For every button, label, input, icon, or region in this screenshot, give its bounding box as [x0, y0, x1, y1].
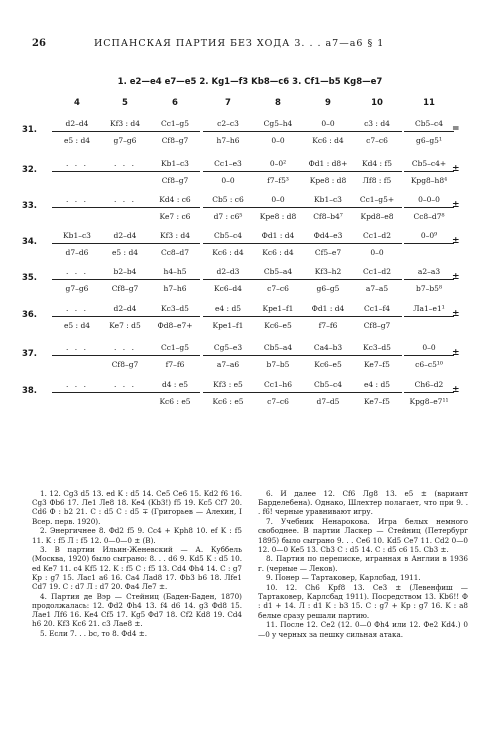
black-move: Cc8–d7⁸ — [413, 212, 445, 221]
move-cell — [52, 229, 102, 259]
move-cell — [352, 229, 402, 259]
white-move: e4 : d5 — [214, 304, 242, 313]
row-number: 38. — [21, 386, 37, 396]
white-move: Kf3 : d4 — [109, 119, 141, 128]
move-divider — [52, 131, 102, 132]
black-move: g6–g5 — [316, 284, 340, 293]
move-cell — [203, 117, 253, 147]
white-move: Cb5 : c6 — [212, 195, 244, 204]
move-divider — [303, 171, 353, 172]
move-cell — [52, 157, 102, 187]
evaluation-sign: ± — [452, 348, 460, 358]
black-move: Cf8–b4⁷ — [313, 212, 343, 221]
move-cell — [100, 193, 150, 223]
move-divider — [203, 316, 253, 317]
move-divider — [150, 392, 200, 393]
black-move — [52, 358, 102, 371]
move-cell — [303, 378, 353, 408]
move-cell — [203, 157, 253, 187]
white-move: d2–d4 — [113, 304, 137, 313]
black-move — [404, 246, 454, 259]
white-move: Kpe1–f1 — [262, 304, 294, 313]
move-divider — [100, 316, 150, 317]
move-cell — [352, 378, 402, 408]
move-divider — [352, 207, 402, 208]
footnote: 7. Учебник Ненарокова. Игра белых немного свободнее. В партии Ласкер — Стейниц (Петербург 1895) было сыграно 9. . . Ce6 10. Kd5 Ce7 11. Cd2 0—0 12. 0—0 Ke5 13. Cb3 C : d5 14. C : d5 c6 15. Cb3 ±. — [258, 517, 468, 554]
opening-moves: 1. e2—e4 e7—e5 2. Kg1—f3 Kb8—c6 3. Cf1—b5 Kg8—e7 — [117, 77, 383, 87]
evaluation-sign: ± — [452, 200, 460, 210]
move-cell — [203, 302, 253, 332]
white-move: d2–d4 — [65, 119, 89, 128]
black-move: f7–f6 — [165, 360, 185, 369]
white-move: Kf3–h2 — [314, 267, 342, 276]
white-move: Kf3 : e5 — [213, 380, 243, 389]
move-divider — [203, 392, 253, 393]
move-divider — [404, 243, 454, 244]
move-cell — [404, 378, 454, 408]
black-move: Cc8–d7 — [160, 248, 190, 257]
row-number: 33. — [21, 201, 37, 211]
move-cell — [100, 341, 150, 371]
move-cell — [404, 341, 454, 371]
white-move: Фd1 : d4 — [261, 231, 295, 240]
move-cell — [100, 157, 150, 187]
black-move: c7–c6 — [267, 397, 289, 406]
black-move: b7–b5⁸ — [416, 284, 442, 293]
move-cell — [150, 265, 200, 295]
white-move: Kb1–c3 — [161, 159, 189, 168]
move-divider — [253, 243, 303, 244]
column-header: 4 — [74, 98, 80, 108]
white-move: Cc1–f4 — [363, 304, 390, 313]
footnote: 2. Энергичнее 8. Фd2 f5 9. Cc4 + Kph8 10. ef K : f5 11. K : f5 Л : f5 12. 0—0—0 ± (В). — [32, 526, 242, 545]
white-move: Cg5–h4 — [263, 119, 293, 128]
white-move: Ca4–b3 — [313, 343, 343, 352]
move-divider — [150, 279, 200, 280]
move-divider — [100, 207, 150, 208]
move-cell — [150, 157, 200, 187]
row-number: 35. — [21, 273, 37, 283]
move-divider — [303, 316, 353, 317]
white-move: Фd1 : d8+ — [308, 159, 348, 168]
white-move: d2–d4 — [113, 231, 137, 240]
column-header: 11 — [423, 98, 435, 108]
column-header: 6 — [172, 98, 178, 108]
white-move: a2–a3 — [417, 267, 441, 276]
move-divider — [253, 279, 303, 280]
move-cell — [303, 341, 353, 371]
black-move: Kpg8–h8⁴ — [410, 176, 448, 185]
move-divider — [150, 131, 200, 132]
move-divider — [404, 131, 454, 132]
move-cell — [253, 229, 303, 259]
black-move — [52, 174, 102, 187]
black-move: d7–d5 — [316, 397, 340, 406]
white-move: Cb5–a4 — [263, 267, 293, 276]
move-cell — [404, 117, 454, 147]
move-cell — [303, 265, 353, 295]
white-move: d4 : e5 — [161, 380, 189, 389]
white-move: Ch6–d2 — [414, 380, 444, 389]
move-divider — [352, 355, 402, 356]
white-move: . . . — [66, 195, 88, 204]
white-move: Cc1–d2 — [362, 231, 392, 240]
white-move: Kd4 : f5 — [361, 159, 393, 168]
running-title: ИСПАНСКАЯ ПАРТИЯ БЕЗ ХОДА 3. . . a7—a6 § 1 — [94, 38, 385, 49]
move-divider — [253, 355, 303, 356]
white-move: 0–0 — [271, 195, 285, 204]
black-move: Kpg8–e7¹¹ — [409, 397, 449, 406]
evaluation-sign: ± — [452, 309, 460, 319]
move-cell — [253, 341, 303, 371]
footnote: 11. После 12. Ce2 (12. 0—0 Фh4 или 12. Фe2 Kd4.) 0—0 у черных за пешку сильная атака. — [258, 620, 468, 639]
black-move: c7–c6 — [366, 136, 388, 145]
move-cell — [150, 229, 200, 259]
move-cell — [203, 265, 253, 295]
move-divider — [100, 243, 150, 244]
move-divider — [203, 355, 253, 356]
black-move: Фd8–e7+ — [157, 321, 193, 330]
footnotes-right-column — [258, 489, 468, 639]
move-cell — [253, 265, 303, 295]
black-move: h7–h6 — [216, 136, 240, 145]
black-move: Cf8–g7 — [161, 176, 189, 185]
move-cell — [100, 229, 150, 259]
white-move: Kb1–c3 — [314, 195, 342, 204]
black-move: Kc6 : e5 — [212, 397, 244, 406]
move-cell — [150, 378, 200, 408]
move-cell — [52, 341, 102, 371]
white-move: . . . — [66, 304, 88, 313]
move-divider — [352, 243, 402, 244]
black-move: a7–a5 — [365, 284, 389, 293]
move-divider — [404, 316, 454, 317]
black-move: h7–h6 — [163, 284, 187, 293]
white-move: Cc1–g5 — [160, 119, 190, 128]
move-divider — [203, 207, 253, 208]
white-move: Лa1–e1¹ — [413, 304, 445, 313]
move-divider — [203, 243, 253, 244]
move-divider — [52, 243, 102, 244]
move-divider — [150, 171, 200, 172]
move-divider — [150, 355, 200, 356]
black-move: Ke7–f5 — [364, 397, 390, 406]
white-move: Kd4 : c6 — [159, 195, 191, 204]
black-move: Kpe1–f1 — [212, 321, 244, 330]
white-move: 0–0⁹ — [420, 231, 438, 240]
move-divider — [303, 392, 353, 393]
move-divider — [52, 355, 102, 356]
move-divider — [100, 171, 150, 172]
move-cell — [253, 378, 303, 408]
white-move: Kc3–d5 — [363, 343, 391, 352]
move-divider — [352, 392, 402, 393]
black-move: Kc6–e5 — [264, 321, 292, 330]
move-cell — [352, 193, 402, 223]
black-move: Ke7 : c6 — [159, 212, 191, 221]
white-move: . . . — [66, 267, 88, 276]
white-move: Cb5–c4 — [213, 231, 243, 240]
black-move: Kc6 : d4 — [312, 136, 344, 145]
move-cell — [352, 302, 402, 332]
black-move: Kc6 : e5 — [159, 397, 191, 406]
move-cell — [100, 265, 150, 295]
black-move: g7–g6 — [113, 136, 137, 145]
row-number: 34. — [21, 237, 37, 247]
black-move: Kc6 : d4 — [212, 248, 244, 257]
move-cell — [203, 229, 253, 259]
page-header — [32, 38, 460, 52]
move-cell — [52, 193, 102, 223]
black-move: Cf5–e7 — [314, 248, 342, 257]
move-divider — [150, 207, 200, 208]
move-divider — [52, 392, 102, 393]
white-move: b2–b4 — [113, 267, 137, 276]
move-cell — [352, 265, 402, 295]
white-move: d2–d3 — [216, 267, 240, 276]
move-divider — [100, 355, 150, 356]
white-move: 0–0 — [321, 119, 335, 128]
move-cell — [303, 193, 353, 223]
move-divider — [352, 131, 402, 132]
white-move: Cc1–e3 — [214, 159, 242, 168]
black-move: Cf8–g7 — [363, 321, 391, 330]
move-cell — [52, 378, 102, 408]
white-move: Kf3 : d4 — [159, 231, 191, 240]
white-move: Cc1–d2 — [362, 267, 392, 276]
move-cell — [253, 117, 303, 147]
black-move — [100, 395, 150, 408]
move-divider — [253, 171, 303, 172]
move-divider — [404, 207, 454, 208]
move-divider — [52, 171, 102, 172]
white-move: . . . — [114, 380, 136, 389]
move-divider — [150, 243, 200, 244]
black-move: a7–a6 — [216, 360, 240, 369]
move-cell — [100, 117, 150, 147]
black-move: e5 : d4 — [111, 248, 139, 257]
black-move: g7–g6 — [65, 284, 89, 293]
row-number: 36. — [21, 310, 37, 320]
move-cell — [100, 378, 150, 408]
move-cell — [404, 157, 454, 187]
white-move: Kc3–d5 — [161, 304, 189, 313]
white-move: Cc1–h6 — [263, 380, 293, 389]
white-move: . . . — [66, 380, 88, 389]
evaluation-sign: ± — [452, 272, 460, 282]
move-cell — [404, 193, 454, 223]
white-move: Cb5–a4 — [263, 343, 293, 352]
black-move: Kpd8–e8 — [360, 212, 394, 221]
footnote: 9. Понер — Тартаковер, Карлсбад, 1911. — [266, 573, 421, 583]
move-divider — [203, 279, 253, 280]
move-cell — [150, 193, 200, 223]
white-move: . . . — [114, 159, 136, 168]
white-move: . . . — [66, 159, 88, 168]
move-divider — [253, 207, 303, 208]
footnote: 3. В партии Ильин-Женевский — А. Куббель (Москва, 1920) было сыграно: 8. . . d6 9. Kd5 K : d5 10. ed Ke7 11. c4 Kf5 12. K : f5 C : f5 13. Cd4 Фh4 14. C : g7 Kp : g7 15. Лac1 a6 16. Ca4 Лad8 17. Фb3 b6 18. Лfe1 Cd7 19. C : d7 Л : d7 20. Фa4 Лe7 ±. — [32, 545, 242, 592]
footnote: 6. И далее 12. Cf6 Лg8 13. e5 ± (вариант Барделебена). Однако, Шлехтер полагает, что при 9. . . f6! черные уравнивают игру. — [258, 489, 468, 517]
move-divider — [404, 171, 454, 172]
footnote: 8. Партия по переписке, игранная в Англии в 1936 г. (черные — Леков). — [258, 554, 468, 573]
black-move — [52, 395, 102, 408]
move-cell — [303, 117, 353, 147]
move-divider — [100, 279, 150, 280]
black-move: Kc6–d4 — [214, 284, 242, 293]
move-cell — [100, 302, 150, 332]
black-move: e5 : d4 — [63, 321, 91, 330]
move-divider — [303, 207, 353, 208]
white-move: 0–0² — [269, 159, 287, 168]
move-divider — [352, 171, 402, 172]
move-divider — [404, 355, 454, 356]
black-move: c6–c5¹⁰ — [415, 360, 443, 369]
move-cell — [404, 265, 454, 295]
footnote: 5. Если 7. . . bc, то 8. Фd4 ±. — [40, 629, 147, 639]
black-move: Лf8 : f5 — [362, 176, 392, 185]
white-move: Cb5–c4 — [414, 119, 444, 128]
move-divider — [100, 392, 150, 393]
white-move: Cc1–g5 — [160, 343, 190, 352]
white-move: c2–c3 — [217, 119, 239, 128]
move-cell — [303, 302, 353, 332]
move-divider — [52, 207, 102, 208]
move-divider — [150, 316, 200, 317]
black-move: 0–0 — [370, 248, 384, 257]
white-move: e4 : d5 — [363, 380, 391, 389]
move-cell — [303, 229, 353, 259]
move-cell — [253, 157, 303, 187]
footnote: 10. 12. Ch6 Kpf8 13. Ce3 ± (Левенфиш — Тартаковер, Карлсбад 1911). Посредством 13. Kb6!! Ф : d1 + 14. Л : d1 K : b3 15. C : g7 + Kp : g7 16. K : a8 белые сразу решали партию. — [258, 583, 468, 620]
black-move: b7–b5 — [266, 360, 290, 369]
move-cell — [150, 117, 200, 147]
move-cell — [352, 157, 402, 187]
white-move: Kb1–c3 — [63, 231, 91, 240]
move-cell — [253, 193, 303, 223]
move-cell — [303, 157, 353, 187]
move-cell — [352, 341, 402, 371]
move-divider — [352, 279, 402, 280]
move-cell — [404, 302, 454, 332]
white-move: Фd4–e3 — [313, 231, 343, 240]
column-header: 5 — [122, 98, 128, 108]
column-header: 7 — [225, 98, 231, 108]
black-move: c7–c6 — [267, 284, 289, 293]
move-divider — [303, 355, 353, 356]
move-cell — [404, 229, 454, 259]
move-divider — [303, 279, 353, 280]
black-move: f7–f6 — [318, 321, 338, 330]
black-move — [404, 319, 454, 332]
black-move: Cf8–g7 — [111, 284, 139, 293]
move-cell — [253, 302, 303, 332]
row-number: 31. — [21, 125, 37, 135]
white-move: h4–h5 — [163, 267, 187, 276]
black-move: Cf8–g7 — [111, 360, 139, 369]
move-cell — [203, 378, 253, 408]
move-divider — [253, 392, 303, 393]
move-cell — [52, 117, 102, 147]
white-move: . . . — [66, 343, 88, 352]
black-move — [100, 210, 150, 223]
black-move: f7–f5³ — [267, 176, 289, 185]
move-cell — [352, 117, 402, 147]
black-move: Kc6 : d4 — [262, 248, 294, 257]
move-cell — [203, 341, 253, 371]
black-move: Cf8–g7 — [161, 136, 189, 145]
move-cell — [52, 302, 102, 332]
row-number: 32. — [21, 165, 37, 175]
black-move: e5 : d4 — [63, 136, 91, 145]
black-move: Ke7–f5 — [364, 360, 390, 369]
black-move: Kpe8 : d8 — [259, 212, 297, 221]
white-move: Cb5–c4 — [313, 380, 343, 389]
move-divider — [404, 392, 454, 393]
white-move: Cg5–e3 — [213, 343, 243, 352]
white-move: Cb5–c4+ — [411, 159, 447, 168]
move-divider — [404, 279, 454, 280]
black-move: d7–d6 — [65, 248, 89, 257]
white-move: Фd1 : d4 — [311, 304, 345, 313]
row-number: 37. — [21, 349, 37, 359]
move-cell — [150, 302, 200, 332]
footnote: 4. Партия де Вэр — Стейниц (Баден-Баден, 1870) продолжалась: 12. Фd2 Фh4 13. f4 d6 14. g3 Фd8 15. Лae1 Лf6 16. Ke4 Cf5 17. Kg5 Фd7 18. Cf2 Kd8 19. Cd4 h6 20. Kf3 Kc6 21. c3 Лae8 ±. — [32, 591, 242, 629]
evaluation-sign: ± — [452, 385, 460, 395]
move-cell — [52, 265, 102, 295]
black-move: 0–0 — [221, 176, 235, 185]
move-divider — [253, 131, 303, 132]
white-move: c3 : d4 — [364, 119, 390, 128]
move-divider — [100, 131, 150, 132]
white-move: . . . — [114, 343, 136, 352]
move-divider — [203, 171, 253, 172]
evaluation-sign: ± — [452, 164, 460, 174]
white-move: Cc1–g5+ — [359, 195, 395, 204]
page-number: 26 — [32, 38, 46, 49]
footnote: 1. 12. Cg3 d5 13. ed K : d5 14. Ce5 Ce6 15. Kd2 f6 16. Cg3 Фb6 17. Лe1 Лe8 18. Ke4 (Kb3!) f5 19. Kc5 Cf7 20. Cd6 Ф : b2 21. C : d5 C : d5 ∓ (Григорьев — Алехин, I Всер. перв. 1920). — [32, 489, 242, 526]
move-cell — [150, 341, 200, 371]
column-header: 8 — [275, 98, 281, 108]
black-move: d7 : c6⁵ — [213, 212, 243, 221]
move-divider — [52, 279, 102, 280]
evaluation-sign: = — [452, 124, 460, 134]
white-move: 0–0 — [422, 343, 436, 352]
black-move: g6–g5¹ — [416, 136, 442, 145]
black-move: 0–0 — [271, 136, 285, 145]
column-header: 9 — [325, 98, 331, 108]
white-move: . . . — [114, 195, 136, 204]
evaluation-sign: ± — [452, 236, 460, 246]
black-move: Kpe8 : d8 — [309, 176, 347, 185]
move-cell — [203, 193, 253, 223]
move-divider — [253, 316, 303, 317]
black-move — [100, 174, 150, 187]
column-header: 10 — [371, 98, 383, 108]
black-move: Ke7 : d5 — [109, 321, 141, 330]
move-divider — [303, 131, 353, 132]
black-move — [52, 210, 102, 223]
move-divider — [52, 316, 102, 317]
move-divider — [352, 316, 402, 317]
move-divider — [303, 243, 353, 244]
footnotes-left-column — [32, 489, 242, 639]
black-move: Kc6–e5 — [314, 360, 342, 369]
white-move: 0–0–0 — [418, 195, 440, 204]
move-divider — [203, 131, 253, 132]
